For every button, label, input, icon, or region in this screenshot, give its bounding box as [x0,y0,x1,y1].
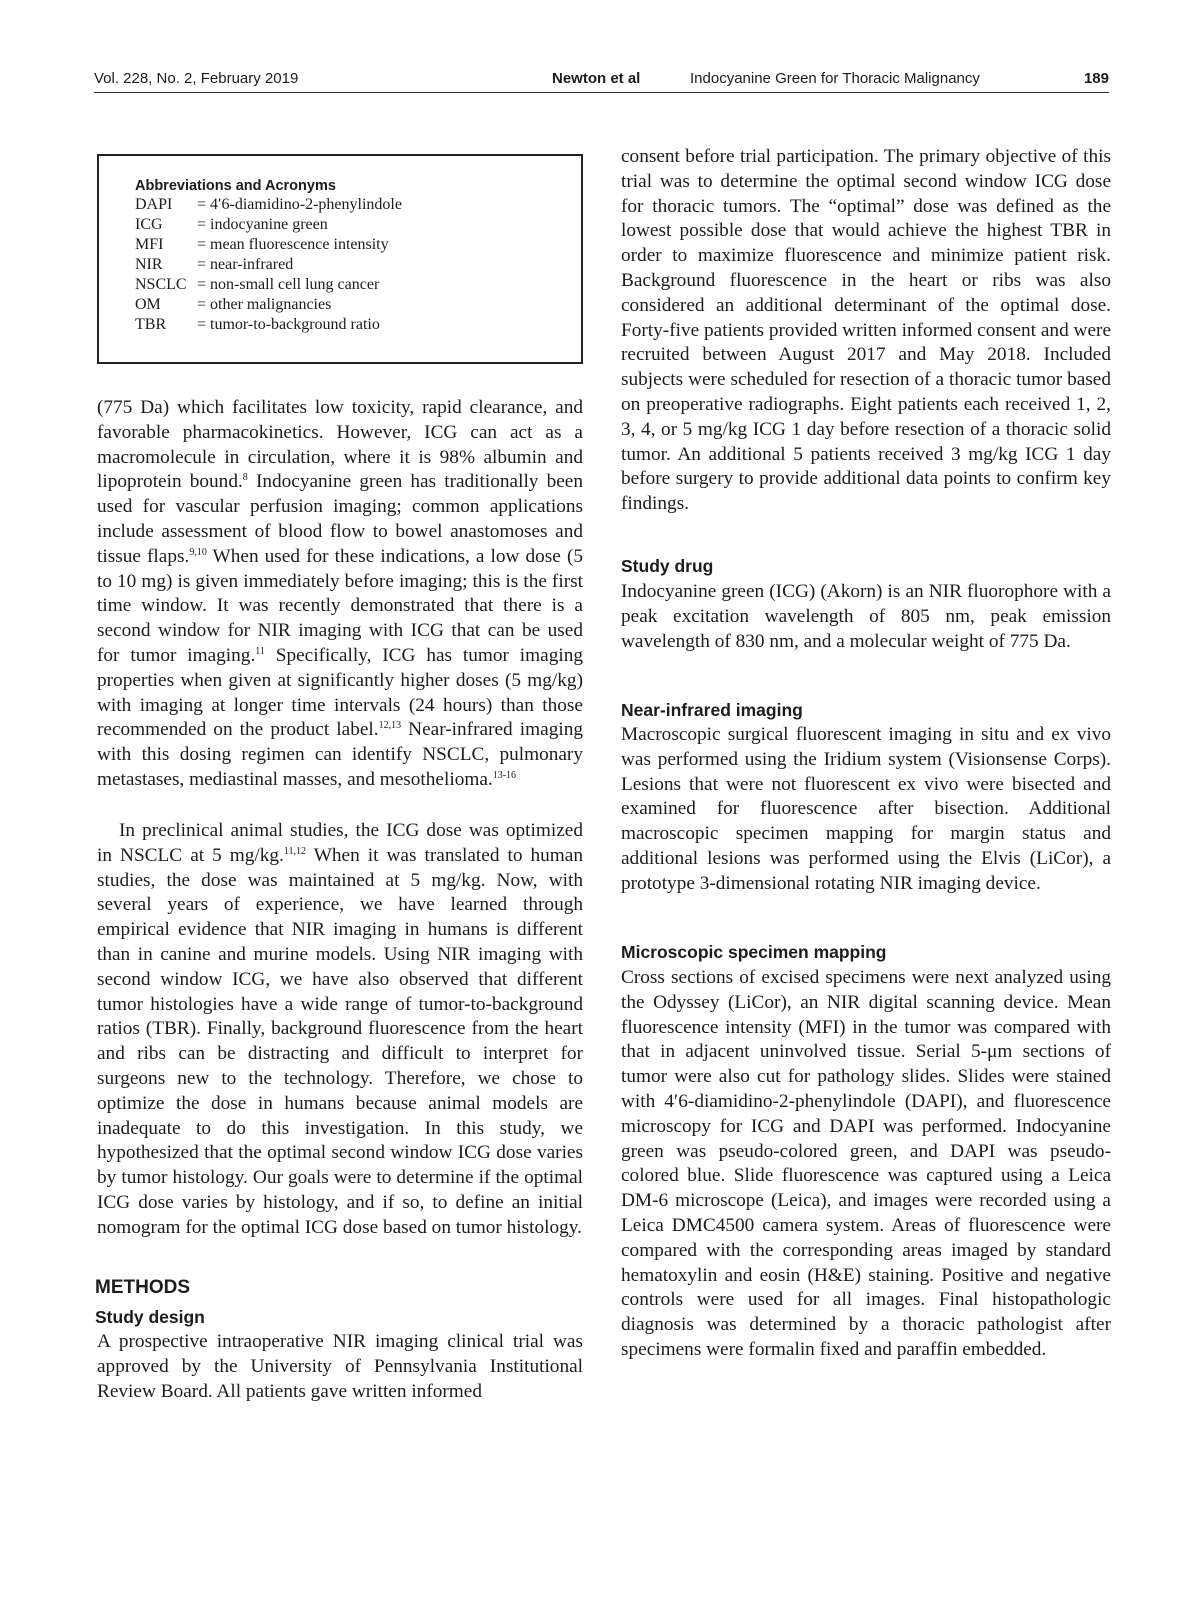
microscopic-mapping-heading: Microscopic specimen mapping [621,942,887,962]
study-drug-heading: Study drug [621,556,714,576]
abbreviation-definition: = other malignancies [197,296,332,313]
abbreviation-definition: = near-infrared [197,256,294,273]
intro-paragraph-continued: (775 Da) which facilitates low toxicity, rapid clearance, and favorable pharmacokinetics. However, ICG can act as a macromolecule in circulation, where it is 98% albumin and lipoprotein bound.$^8$ Indocyanine green has traditionally been used for vascular perfusion imaging; common applications include assessment of blood flow to bowel anastomoses and tissue flaps.$^{9,10}$ When used for these indications, a low dose (5 to 10 mg) is given immediately before imaging; this is the first time window. It was recently demonstrated that there is a second window for NIR imaging with ICG that can be used for tumor imaging.$^{11}$ Specifically, ICG has tumor imaging properties when given at significantly higher doses (5 mg/kg) with imaging at longer time intervals (24 hours) than those recommended on the product label.$^{12,13}$ Near-infrared imaging with this dosing regimen can identify NSCLC, pulmonary metastases, mediastinal masses, and mesothelioma.$^{13-16}$ [97,397,584,790]
intro-paragraph: In preclinical animal studies, the ICG dose was optimized in NSCLC at 5 mg/kg.$^{11,12}$ When it was translated to human studies, the dose was maintained at 5 mg/kg. Now, with several years of experience, we have learned through empirical evidence that NIR imaging in humans is different than in canine and murine models. Using NIR imaging with second window ICG, we have also observed that different tumor histologies have a wide range of tumor-to-background ratios (TBR). Finally, background fluorescence from the heart and ribs can be distracting and difficult to interpret for surgeons new to the technology. Therefore, we chose to optimize the dose in humans because animal models are inadequate to do this investigation. In this study, we hypothesized that the optimal second window ICG dose varies by tumor histology. Our goals were to determine if the optimal ICG dose varies by histology, and if so, to define an initial nomogram for the optimal ICG dose based on tumor histology. [97,820,583,1238]
running-authors: Newton et al [552,70,641,87]
abbreviation-term: ICG [135,216,163,233]
abbreviation-term: OM [135,296,161,313]
page-number: 189 [1083,70,1109,87]
abbreviation-definition: = tumor-to-background ratio [197,316,380,333]
abbreviation-row [135,276,379,296]
abbreviation-definition: = 4′6-diamidino-2-phenylindole [197,196,402,213]
study-drug-paragraph: Indocyanine green (ICG) (Akorn) is an NIR fluorophore with a peak excitation wavelength of 805 nm, peak emission wavelength of 830 nm, and a molecular weight of 775 Da. [621,581,1111,652]
abbreviation-definition: = non-small cell lung cancer [197,276,380,293]
methods-heading: METHODS [95,1277,190,1298]
abbreviation-row [135,236,389,256]
nir-imaging-paragraph: Macroscopic surgical fluorescent imaging in situ and ex vivo was performed using the Iridium system (Visionsense Corps). Lesions that were not fluorescent ex vivo were bisected and examined for fluorescence after bisection. Additional macroscopic specimen mapping for margin status and additional lesions was performed using the Elvis (LiCor), a prototype 3-dimensional rotating NIR imaging device. [621,724,1111,894]
study-design-paragraph: A prospective intraoperative NIR imaging clinical trial was approved by the University of Pennsylvania Institutional Review Board. All patients gave written informed [97,1331,583,1402]
abbreviation-definition: = mean fluorescence intensity [197,236,389,253]
abbreviation-row [135,196,402,216]
abbreviation-row [135,296,331,316]
journal-volume: Vol. 228, No. 2, February 2019 [94,70,299,87]
microscopic-mapping-paragraph: Cross sections of excised specimens were next analyzed using the Odyssey (LiCor), an NIR digital scanning device. Mean fluorescence intensity (MFI) in the tumor was compared with that in adjacent uninvolved tissue. Serial 5-μm sections of tumor were also cut for pathology slides. Slides were stained with 4′6-diamidino-2-phenylindole (DAPI), and fluorescence microscopy for ICG and DAPI was performed. Indocyanine green was pseudo-colored green, and DAPI was pseudo-colored blue. Slide fluorescence was captured using a Leica DM-6 microscope (Leica), and images were recorded using a Leica DMC4500 camera system. Areas of fluorescence were compared with the corresponding areas imaged by standard hematoxylin and eosin (H&E) staining. Positive and negative controls were used for all images. Final histopathologic diagnosis was determined by a thoracic pathologist after specimens were formalin fixed and paraffin embedded. [621,967,1111,1360]
study-design-heading: Study design [95,1307,205,1327]
running-title: Indocyanine Green for Thoracic Malignancy [690,70,980,87]
nir-imaging-heading: Near-infrared imaging [621,700,803,720]
abbreviation-term: NIR [135,256,163,273]
abbreviation-term: MFI [135,236,164,253]
study-design-paragraph-continued: consent before trial participation. The primary objective of this trial was to determine the optimal second window ICG dose for thoracic tumors. The “optimal” dose was defined as the lowest possible dose that would achieve the highest TBR in order to maximize fluorescence and minimize patient risk. Background fluorescence in the heart or ribs was also considered an additional determinant of the optimal dose. Forty-five patients provided written informed consent and were recruited between August 2017 and May 2018. Included subjects were scheduled for resection of a thoracic tumor based on preoperative radiographs. Eight patients each received 1, 2, 3, 4, or 5 mg/kg ICG 1 day before resection of a thoracic solid tumor. An additional 5 patients received 3 mg/kg ICG 1 day before surgery to provide additional data points to confirm key findings. [621,146,1111,515]
abbreviation-row [135,256,293,276]
abbreviation-row [135,216,328,236]
abbreviation-term: TBR [135,316,167,333]
abbreviation-row [135,316,380,336]
abbreviation-term: NSCLC [135,276,187,293]
running-header [94,66,1109,93]
abbreviations-box [97,154,583,364]
abbreviation-definition: = indocyanine green [197,216,328,233]
abbreviation-term: DAPI [135,196,173,213]
abbreviations-heading: Abbreviations and Acronyms [135,178,336,194]
